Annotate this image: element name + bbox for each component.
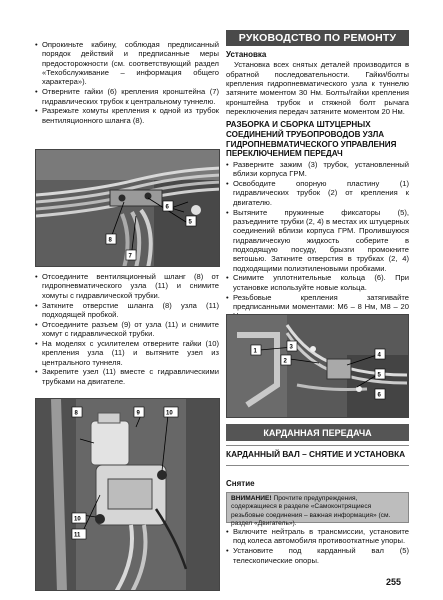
callout-10: 10 <box>166 410 173 417</box>
callout-8: 8 <box>74 410 78 417</box>
removal-heading: Снятие <box>226 479 255 488</box>
callout-7: 7 <box>128 253 132 260</box>
right-column <box>226 50 409 321</box>
removal-heading-block <box>226 479 409 489</box>
callout-4: 4 <box>377 352 381 359</box>
bullet-item: • Разверните зажим (3) трубок, установленный вблизи корпуса ГРМ. <box>226 160 409 179</box>
bullet-item: • Вытяните пружинные фиксаторы (5), разъедините трубки (2, 4) в местах их штуцерных соединений вблизи корпуса ГРМ. Пролившуюся гидравлическую жидкость соберите в подходящую посуду, брызги промокните ветошью. Заткните отверстия в трубках (2, 4) подходящими полиэтиленовыми пробками. <box>226 208 409 273</box>
divider <box>226 465 409 466</box>
bullet-item: • Закрепите узел (11) вместе с гидравлическими трубками на двигателе. <box>35 367 219 386</box>
section-banner-title: КАРДАННАЯ ПЕРЕДАЧА <box>263 427 372 438</box>
section-banner <box>226 424 409 441</box>
photo-hydropneumatic-unit <box>35 398 220 591</box>
bullet-item: • Отсоедините вентиляционный шланг (8) от гидропневматического узла (11) и снимите хомуты с гидравлической трубки. <box>35 272 219 300</box>
bullet-item: • Снимите уплотнительные кольца (6). При установке используйте новые кольца. <box>226 273 409 292</box>
subsection-heading-block <box>226 450 409 460</box>
callout-1: 1 <box>253 348 257 355</box>
callout-5: 5 <box>188 219 192 226</box>
bullet-item: • Установите под карданный вал (5) телескопические опоры. <box>226 546 409 565</box>
callout-10: 10 <box>74 516 81 523</box>
callout-2: 2 <box>283 358 287 365</box>
left-column-mid <box>35 272 219 387</box>
photo-tube-bracket <box>35 149 220 267</box>
left-column-top <box>35 40 219 126</box>
warning-box <box>226 492 409 528</box>
section-title: РАЗБОРКА И СБОРКА ШТУЦЕРНЫХ СОЕДИНЕНИЙ ТРУБОПРОВОДОВ УЗЛА ГИДРОПНЕВМАТИЧЕСКОГО УПРАВЛЕНИЯ ПЕРЕКЛЮЧЕНИЕМ ПЕРЕДАЧ <box>226 120 397 159</box>
divider <box>226 445 409 446</box>
callout-6: 6 <box>165 204 169 211</box>
bullet-item: • Опрокиньте кабину, соблюдая предписанный порядок действий и предписанные меры предосторожности (см. соответствующий раздел «Техобслуживание – информация общего характера»). <box>35 40 219 87</box>
callout-8: 8 <box>108 237 112 244</box>
running-head <box>226 30 409 46</box>
running-head-title: РУКОВОДСТВО ПО РЕМОНТУ <box>238 32 397 44</box>
right-column-bottom <box>226 527 409 565</box>
bullet-item: • Разрежьте хомуты крепления к одной из трубок вентиляционного шланга (8). <box>35 106 219 125</box>
bullet-item: • Отсоедините разъем (9) от узла (11) и снимите хомут с гидравлической трубки. <box>35 320 219 339</box>
bullet-item: • Освободите опорную пластину (1) гидравлических трубок (2) от крепления к двигателю. <box>226 179 409 207</box>
warning-label: ВНИМАНИЕ! <box>231 495 272 502</box>
subsection-title: КАРДАННЫЙ ВАЛ – СНЯТИЕ И УСТАНОВКА <box>226 449 406 459</box>
bullet-item: • Резьбовые крепления затягивайте предписанными моментами: М6 – 8 Нм, М8 – 20 <box>226 293 409 321</box>
bullet-item: • На моделях с усилителем отверните гайки (10) крепления узла (11) и вытяните узел из центрального туннеля. <box>35 339 219 367</box>
bullet-item: • Заткните отверстие шланга (8) узла (11) подходящей пробкой. <box>35 301 219 320</box>
bullet-item: • Отверните гайки (6) крепления кронштейна (7) гидравлических трубок к центральному туннелю. <box>35 87 219 106</box>
callout-3: 3 <box>289 344 293 351</box>
callout-9: 9 <box>136 410 140 417</box>
callout-6: 6 <box>377 392 381 399</box>
install-paragraph: Установка всех снятых деталей производится в обратной последовательности. Гайки/болты крепления гидропневматического узла к туннелю затяните моментом 30 Нм. Болты/гайки крепления кронштейна трубок и стяжной болт рычага переключения передач затяните моментом 20 Нм. <box>226 60 409 117</box>
warning-text: Прочтите предупреждения, содержащиеся в разделе «Самоконтрящиеся резьбовые соединения – важная информация» (см. раздел «Двигатель»). <box>231 495 391 528</box>
install-heading: Установка <box>226 50 267 59</box>
page-number: 255 <box>386 577 402 587</box>
photo-tube-connections <box>226 314 409 418</box>
callout-5: 5 <box>377 372 381 379</box>
callout-11: 11 <box>74 532 81 539</box>
bullet-item: • Включите нейтраль в трансмиссии, установите под колеса автомобиля противооткатные упоры. <box>226 527 409 546</box>
